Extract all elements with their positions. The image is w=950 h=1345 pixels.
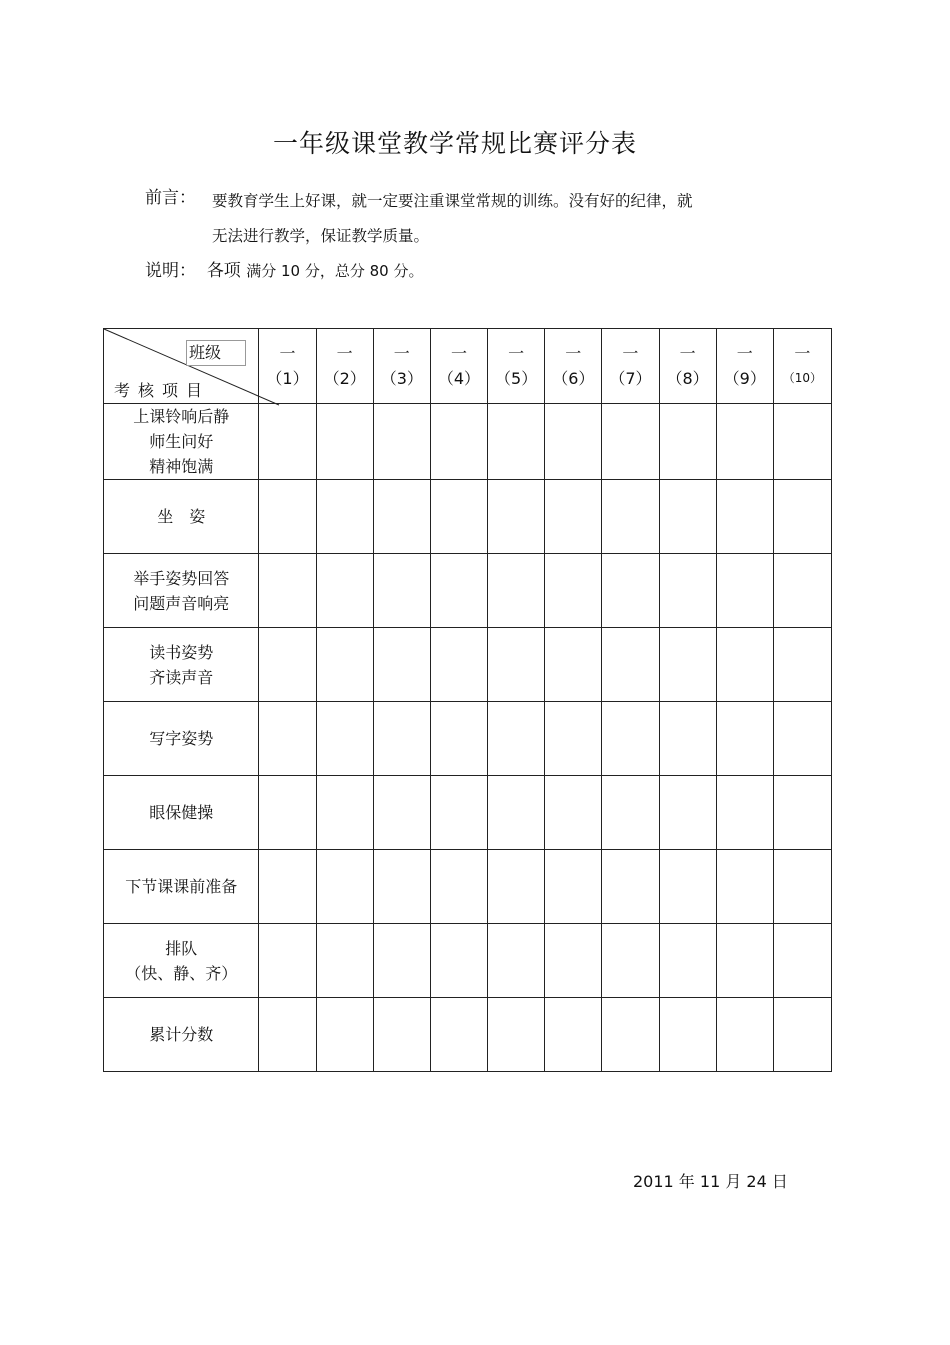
grade-label: 一 — [508, 344, 525, 363]
note-label: 说明： — [145, 261, 196, 281]
class-column-header — [659, 329, 716, 404]
class-column-header — [773, 329, 831, 404]
criterion-line: 师生问好 — [149, 432, 214, 451]
grade-label: 一 — [622, 344, 639, 363]
score-cell[interactable] — [488, 776, 545, 850]
score-cell[interactable] — [545, 776, 602, 850]
corner-cell — [104, 329, 259, 404]
score-cell[interactable] — [602, 850, 659, 924]
score-cell[interactable] — [259, 924, 316, 998]
criterion-line: 眼保健操 — [149, 803, 214, 822]
score-cell[interactable] — [659, 480, 716, 554]
class-column-header — [602, 329, 659, 404]
score-table — [103, 328, 832, 1072]
score-cell[interactable] — [773, 924, 831, 998]
score-cell[interactable] — [716, 628, 773, 702]
score-cell[interactable] — [773, 998, 831, 1072]
table-row — [104, 998, 832, 1072]
score-cell[interactable] — [259, 480, 316, 554]
score-cell[interactable] — [430, 554, 487, 628]
score-cell[interactable] — [430, 480, 487, 554]
score-cell[interactable] — [545, 702, 602, 776]
criterion-cell — [104, 924, 259, 998]
score-cell[interactable] — [430, 998, 487, 1072]
criterion-cell — [104, 702, 259, 776]
criterion-line: 坐 姿 — [157, 507, 206, 526]
header-row — [104, 329, 832, 404]
criterion-line: 齐读声音 — [149, 667, 214, 687]
score-cell[interactable] — [659, 628, 716, 702]
score-cell[interactable] — [316, 850, 373, 924]
class-number: （5） — [495, 369, 538, 388]
class-number: （4） — [437, 369, 481, 388]
score-cell[interactable] — [602, 480, 659, 554]
score-cell[interactable] — [259, 702, 316, 776]
class-number: （1） — [266, 369, 309, 388]
score-cell[interactable] — [373, 998, 430, 1072]
score-cell[interactable] — [716, 998, 773, 1072]
score-cell[interactable] — [373, 480, 430, 554]
grade-label: 一 — [279, 344, 296, 363]
score-cell[interactable] — [716, 554, 773, 628]
criterion-line: 问题声音响亮 — [133, 593, 230, 613]
score-cell[interactable] — [659, 702, 716, 776]
criterion-line: （快、静、齐） — [125, 963, 238, 983]
criterion-line: 累计分数 — [149, 1025, 214, 1044]
score-cell[interactable] — [602, 998, 659, 1072]
score-cell[interactable] — [488, 554, 545, 628]
score-cell[interactable] — [430, 850, 487, 924]
score-cell[interactable] — [545, 554, 602, 628]
criterion-line: 下节课课前准备 — [125, 877, 238, 896]
score-cell[interactable] — [373, 924, 430, 998]
score-cell[interactable] — [488, 404, 545, 480]
preface-label: 前言： — [145, 188, 196, 208]
score-cell[interactable] — [488, 702, 545, 776]
table-row — [104, 776, 832, 850]
score-cell[interactable] — [659, 554, 716, 628]
score-cell[interactable] — [430, 924, 487, 998]
score-cell[interactable] — [716, 702, 773, 776]
grade-label: 一 — [794, 344, 811, 363]
class-number: （10） — [782, 371, 823, 385]
table-row — [104, 554, 832, 628]
score-cell[interactable] — [316, 628, 373, 702]
table-row — [104, 628, 832, 702]
table-row — [104, 850, 832, 924]
class-number: （6） — [552, 369, 595, 388]
score-cell[interactable] — [373, 702, 430, 776]
grade-label: 一 — [679, 344, 696, 363]
score-cell[interactable] — [659, 924, 716, 998]
score-cell[interactable] — [545, 998, 602, 1072]
score-cell[interactable] — [259, 554, 316, 628]
score-cell[interactable] — [773, 776, 831, 850]
grade-label: 一 — [336, 344, 353, 363]
score-cell[interactable] — [659, 998, 716, 1072]
class-number: （3） — [380, 369, 423, 388]
score-cell[interactable] — [659, 850, 716, 924]
score-cell[interactable] — [602, 702, 659, 776]
score-cell[interactable] — [716, 850, 773, 924]
criterion-cell — [104, 628, 259, 702]
class-column-header — [430, 329, 487, 404]
grade-label: 一 — [565, 344, 582, 363]
score-cell[interactable] — [773, 554, 831, 628]
class-column-header — [373, 329, 430, 404]
score-cell[interactable] — [659, 404, 716, 480]
criterion-line: 举手姿势回答 — [133, 568, 230, 588]
score-cell[interactable] — [545, 404, 602, 480]
score-cell[interactable] — [316, 776, 373, 850]
criterion-line: 写字姿势 — [149, 729, 214, 748]
criterion-cell — [104, 480, 259, 554]
page-title: 一年级课堂教学常规比赛评分表 — [272, 129, 637, 158]
score-cell[interactable] — [373, 404, 430, 480]
score-cell[interactable] — [488, 998, 545, 1072]
class-column-header — [488, 329, 545, 404]
score-cell[interactable] — [716, 404, 773, 480]
score-cell[interactable] — [545, 850, 602, 924]
criterion-line: 读书姿势 — [149, 642, 214, 662]
grade-label: 一 — [450, 344, 467, 363]
table-row — [104, 480, 832, 554]
note-part-1: 各项 — [206, 261, 241, 281]
score-cell[interactable] — [773, 628, 831, 702]
score-cell[interactable] — [773, 702, 831, 776]
criterion-line: 排队 — [165, 938, 198, 958]
items-label: 考核项目 — [114, 381, 211, 400]
score-cell[interactable] — [773, 480, 831, 554]
score-cell[interactable] — [488, 628, 545, 702]
score-cell[interactable] — [373, 628, 430, 702]
preface-text — [212, 184, 772, 254]
score-cell[interactable] — [659, 776, 716, 850]
score-cell[interactable] — [259, 404, 316, 480]
score-cell[interactable] — [259, 850, 316, 924]
criterion-line: 上课铃响后静 — [133, 407, 230, 426]
class-column-header — [545, 329, 602, 404]
grade-label: 一 — [393, 344, 410, 363]
score-cell[interactable] — [716, 924, 773, 998]
score-cell[interactable] — [716, 776, 773, 850]
score-cell[interactable] — [430, 702, 487, 776]
score-cell[interactable] — [316, 998, 373, 1072]
table-row — [104, 924, 832, 998]
score-cell[interactable] — [373, 554, 430, 628]
score-cell[interactable] — [488, 480, 545, 554]
score-cell[interactable] — [488, 924, 545, 998]
table-row — [104, 404, 832, 480]
criterion-cell — [104, 404, 259, 480]
score-cell[interactable] — [373, 850, 430, 924]
score-cell[interactable] — [488, 850, 545, 924]
score-cell[interactable] — [602, 554, 659, 628]
score-cell[interactable] — [602, 924, 659, 998]
criterion-line: 精神饱满 — [149, 457, 214, 476]
score-cell[interactable] — [602, 776, 659, 850]
note — [145, 256, 423, 281]
score-cell[interactable] — [259, 628, 316, 702]
criterion-cell — [104, 554, 259, 628]
class-label: 班级 — [186, 340, 246, 366]
class-number: （8） — [666, 369, 709, 388]
score-cell[interactable] — [316, 924, 373, 998]
score-cell[interactable] — [259, 998, 316, 1072]
table-row — [104, 702, 832, 776]
criterion-cell — [104, 850, 259, 924]
score-cell[interactable] — [430, 776, 487, 850]
preface-line-2: 无法进行教学，保证教学质量。 — [212, 227, 430, 245]
grade-label: 一 — [736, 344, 753, 363]
class-column-header — [716, 329, 773, 404]
score-cell[interactable] — [430, 628, 487, 702]
score-cell[interactable] — [316, 702, 373, 776]
preface-line-1: 要教育学生上好课，就一定要注重课堂常规的训练。没有好的纪律，就 — [212, 192, 693, 210]
score-cell[interactable] — [316, 554, 373, 628]
criterion-cell — [104, 998, 259, 1072]
score-cell[interactable] — [373, 776, 430, 850]
date: 2011 年 11 月 24 日 — [633, 1172, 788, 1191]
score-cell[interactable] — [430, 404, 487, 480]
note-part-2: 满分 10 分，总分 80 分。 — [246, 262, 424, 280]
score-cell[interactable] — [545, 628, 602, 702]
score-cell[interactable] — [773, 404, 831, 480]
score-cell[interactable] — [545, 480, 602, 554]
score-cell[interactable] — [602, 404, 659, 480]
class-number: （2） — [323, 369, 366, 388]
score-cell[interactable] — [773, 850, 831, 924]
score-cell[interactable] — [259, 776, 316, 850]
score-cell[interactable] — [316, 404, 373, 480]
score-cell[interactable] — [316, 480, 373, 554]
criterion-cell — [104, 776, 259, 850]
score-cell[interactable] — [545, 924, 602, 998]
class-number: （9） — [723, 369, 766, 388]
class-number: （7） — [609, 369, 652, 388]
score-cell[interactable] — [716, 480, 773, 554]
class-column-header — [316, 329, 373, 404]
score-cell[interactable] — [602, 628, 659, 702]
